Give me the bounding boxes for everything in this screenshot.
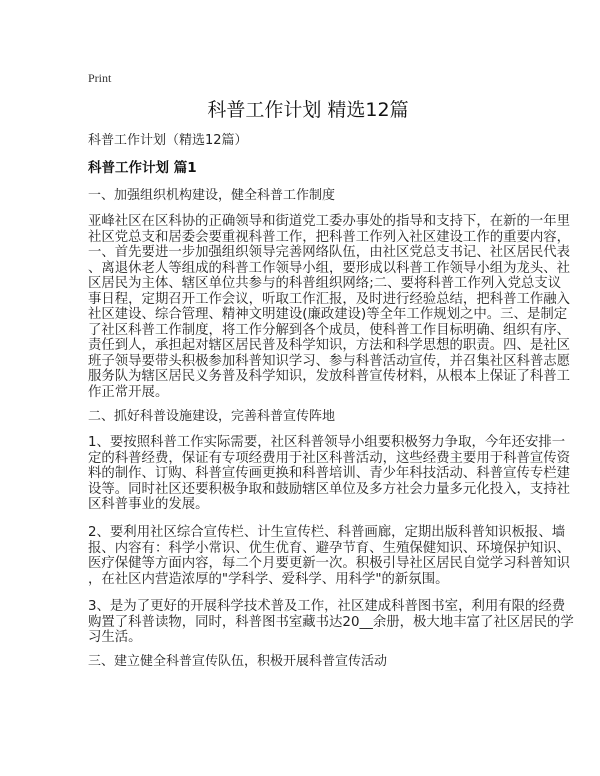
paragraph-line: 区科普事业的发展。 [88, 497, 209, 512]
paragraph-line: 事日程，定期召开工作会议，听取工作汇报，及时进行经验总结，把科普工作融入 [88, 291, 571, 307]
paragraph-line: 责任到人，承担起对辖区居民普及科学知识，方法和科学思想的职责。四、是社区 [88, 338, 571, 353]
paragraph-line: 一、首先要进一步加强组织领导完善网络队伍，由社区党总支书记、社区居民代表 [88, 245, 571, 260]
paragraph-line: 服务队为辖区居民义务普及科学知识，发放科普宣传材料，从根本上保证了科普工 [88, 369, 571, 384]
paragraph-line: 区居民为主体、辖区单位共参与的科普组织网络;二、要将科普工作列入党总支议 [88, 276, 562, 291]
paragraph-3 [88, 525, 570, 587]
paragraph-line: 购置了科普读物，同时，科普图书室藏书达20__余册，极大地丰富了社区居民的学 [88, 614, 574, 630]
paragraph-line: 社区建设、综合管理、精神文明建设(廉政建设)等全年工作规划之中。三、是制定 [88, 307, 568, 322]
page-title: 科普工作计划 精选12篇 [207, 99, 409, 121]
paragraph-line: 社区党总支和居委会要重视科普工作，把科普工作列入社区建设工作的重要内容， [88, 229, 571, 245]
paragraph-1 [88, 214, 570, 400]
paragraph-line: 2、要利用社区综合宣传栏、计生宣传栏、科普画廊，定期出版科普知识板报、墙 [88, 525, 566, 540]
paragraph-4 [88, 599, 574, 646]
article-heading: 科普工作计划 篇1 [88, 160, 197, 176]
paragraph-line: 了社区科普工作制度，将工作分解到各个成员，使科普工作目标明确、组织有序、 [88, 322, 571, 338]
paragraph-2 [88, 435, 570, 513]
paragraph-line: 班子领导要带头积极参加科普知识学习、参与科普活动宣传，并召集社区科普志愿 [88, 353, 571, 369]
section-heading-3: 三、建立健全科普宣传队伍，积极开展科普宣传活动 [88, 654, 388, 669]
paragraph-line: 报、内容有：科学小常识、优生优育、避孕节育、生殖保健知识、环境保护知识、 [88, 540, 571, 556]
paragraph-line: 料的制作、订购、科普宣传画更换和科普培训、青少年科技活动、科普宣传专栏建 [88, 466, 571, 481]
paragraph-line: 医疗保健等方面内容，每二个月要更新一次。积极引导社区居民自觉学习科普知识 [88, 556, 571, 571]
paragraph-line: 亚峰社区在区科协的正确领导和街道党工委办事处的指导和支持下，在新的一年里 [88, 214, 571, 229]
paragraph-line: 作正常开展。 [88, 384, 169, 400]
paragraph-line: 习生活。 [88, 630, 142, 645]
paragraph-line: 设等。同时社区还要积极争取和鼓励辖区单位及多方社会力量多元化投入，支持社 [88, 481, 571, 497]
document-subtitle: 科普工作计划（精选12篇） [88, 133, 248, 148]
print-link[interactable]: Print [88, 71, 112, 85]
section-heading-2: 二、抓好科普设施建设，完善科普宣传阵地 [88, 409, 336, 424]
section-heading-1: 一、加强组织机构建设，健全科普工作制度 [88, 188, 336, 203]
paragraph-line: 3、是为了更好的开展科学技术普及工作，社区建成科普图书室，利用有限的经费 [88, 599, 566, 614]
paragraph-line: 定的科普经费，保证有专项经费用于社区科普活动，这些经费主要用于科普宣传资 [88, 450, 571, 466]
paragraph-line: ，在社区内营造浓厚的"学科学、爱科学、用科学"的新氛围。 [88, 571, 449, 587]
paragraph-line: 1、要按照科普工作实际需要，社区科普领导小组要积极努力争取，今年还安排一 [88, 435, 566, 450]
paragraph-line: 、离退休老人等组成的科普工作领导小组，要形成以科普工作领导小组为龙头、社 [88, 260, 571, 276]
